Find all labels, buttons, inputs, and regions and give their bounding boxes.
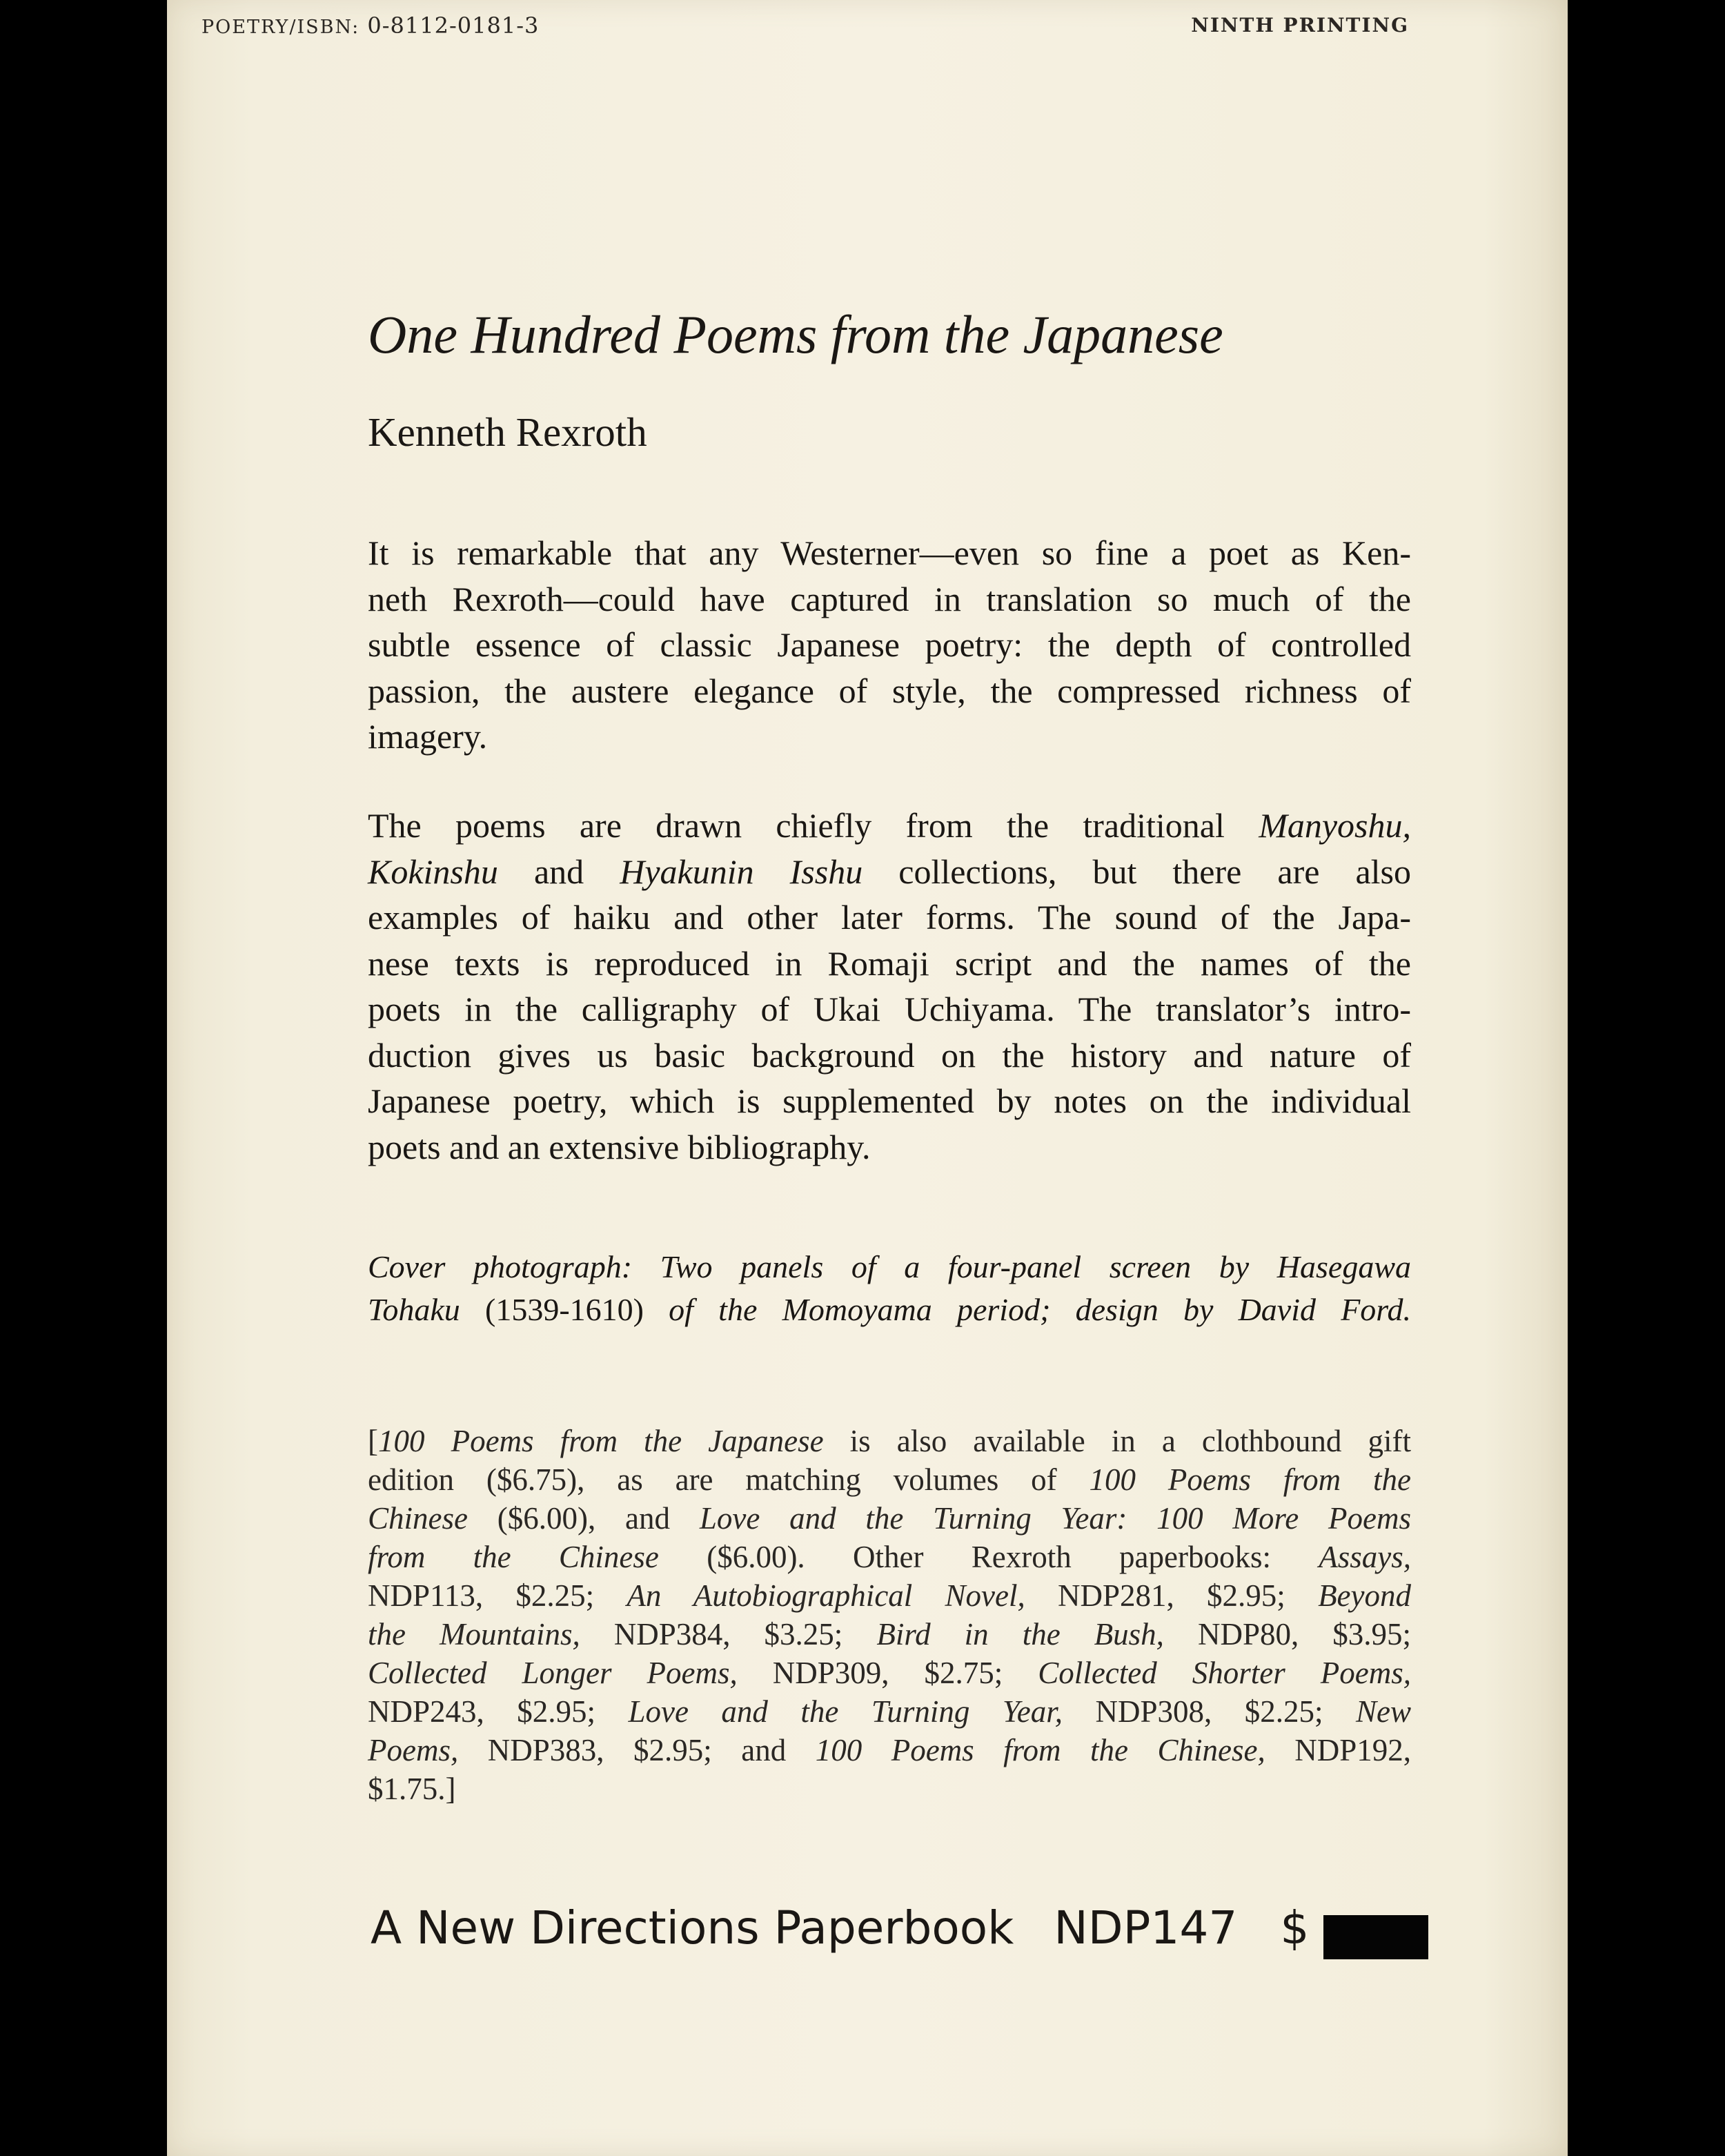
isbn-number: 0-8112-0181-3 [367, 12, 540, 39]
availability-line: $1.75.] [368, 1772, 456, 1806]
cover-credit-line: Cover photograph: Two panels of a four-panel screen by Hasegawa [368, 1249, 1411, 1284]
availability-line: from the Chinese ($6.00). Other Rexroth paperbooks: Assays, [368, 1540, 1412, 1574]
description-paragraph-1 [368, 530, 1411, 760]
description-line: The poems are drawn chiefly from the traditional Manyoshu, [368, 806, 1411, 845]
cover-credit-line: Tohaku (1539-1610) of the Momoyama period; design by David Ford. [368, 1292, 1411, 1327]
availability-line: [100 Poems from the Japanese is also available in a clothbound gift [368, 1424, 1411, 1458]
price-redaction [1323, 1915, 1428, 1959]
isbn-line [201, 12, 539, 39]
series-name: A New Directions Paperbook [371, 1901, 1014, 1954]
description-line: Kokinshu and Hyakunin Isshu collections, but there are also [368, 852, 1412, 891]
description-line: Japanese poetry, which is supplemented by notes on the individual [368, 1081, 1411, 1120]
cover-credit [368, 1246, 1411, 1331]
availability-line: the Mountains, NDP384, $3.25; Bird in the Bush, NDP80, $3.95; [368, 1617, 1411, 1652]
availability-line: Chinese ($6.00), and Love and the Turning Year: 100 More Poems [368, 1501, 1411, 1536]
description-line: duction gives us basic background on the history and nature of [368, 1035, 1411, 1075]
description-line: neth Rexroth—could have captured in translation so much of the [368, 579, 1411, 618]
availability-note [368, 1422, 1411, 1808]
price-prefix: $ [1280, 1901, 1310, 1954]
description-line: nese texts is reproduced in Romaji script and the names of the [368, 943, 1411, 983]
availability-line: Collected Longer Poems, NDP309, $2.75; Collected Shorter Poems, [368, 1656, 1411, 1690]
description-line: subtle essence of classic Japanese poetry: the depth of controlled [368, 625, 1411, 664]
description-line: imagery. [368, 717, 488, 756]
availability-line: Poems, NDP383, $2.95; and 100 Poems from the Chinese, NDP192, [368, 1733, 1412, 1767]
isbn-label: POETRY/ISBN: [201, 17, 360, 38]
availability-line: edition ($6.75), as are matching volumes of 100 Poems from the [368, 1462, 1411, 1497]
description-line: passion, the austere elegance of style, the compressed richness of [368, 671, 1411, 710]
book-author: Kenneth Rexroth [368, 409, 647, 455]
catalog-code: NDP147 [1054, 1901, 1238, 1954]
printing-label: NINTH PRINTING [1191, 14, 1409, 37]
book-title: One Hundred Poems from the Japanese [368, 304, 1223, 364]
description-paragraph-2 [368, 803, 1411, 1170]
availability-line: NDP113, $2.25; An Autobiographical Novel, NDP281, $2.95; Beyond [368, 1578, 1411, 1613]
description-line: poets in the calligraphy of Ukai Uchiyama. The translator’s intro- [368, 990, 1411, 1028]
availability-line: NDP243, $2.95; Love and the Turning Year, NDP308, $2.25; New [368, 1694, 1411, 1729]
description-line: It is remarkable that any Westerner—even so fine a poet as Ken- [368, 533, 1411, 572]
publisher-footer [371, 1901, 1309, 1954]
description-line: examples of haiku and other later forms. The sound of the Japa- [368, 898, 1411, 937]
description-line: poets and an extensive bibliography. [368, 1127, 871, 1166]
